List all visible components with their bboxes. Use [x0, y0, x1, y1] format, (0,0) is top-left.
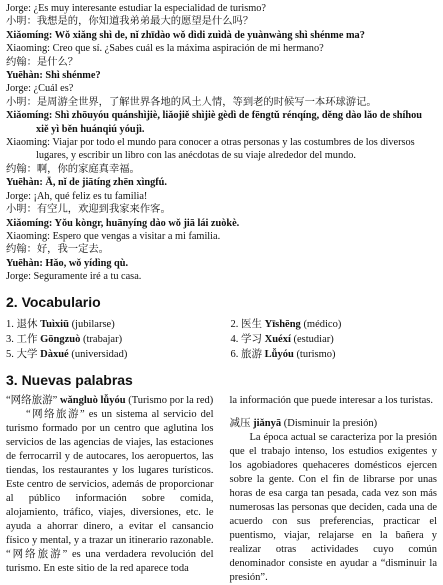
vocab-item: 3. 工作 Gōngzuò (trabajar)	[6, 333, 123, 345]
dialogue-line: Jorge: ¿Es muy interesante estudiar la especialidad de turismo?	[6, 3, 267, 14]
term-body: “网络旅游” es un sistema al servicio del turismo formado por un centro que aglutina los servicios de las agencias de viajes, las estaciones de ferrocarril y de autocares, los aeropuertos, las tiendas, los restaurantes y los lugares turísticos. Este centro de servicios, además de proporcionar al público información sobre comida, alojamiento, tráfico, viajes, diversiones, etc. le ayuda a ahorrar dinero, a evitar el cansancio físico y mental, y a trazar un itinerario razonable. “网络旅游” es una verdadera revolución del turismo. En este sitio de la red aparece toda	[6, 408, 214, 574]
term-body: La época actual se caracteriza por la presión que el trabajo intenso, los estudios exigentes y los agobiadores quehaceres domésticos ejercen sobre la gente. Con el fin de librarse por unas horas de esa carga tan pesada, cada vez son más numerosas las personas que deciden, cada una de acuerdo con sus preferencias, practicar el puentismo, viajar, relajarse en la bañera y realizar otras actividades cuyo común denominador consiste en ayudar a “disminuir la presión”.	[229, 431, 437, 583]
dialogue-line: 约翰：好，我一定去。	[6, 244, 109, 256]
left-column	[6, 394, 214, 585]
dialogue-line-pinyin: Yuēhàn: Ā, nǐ de jiātíng zhēn xìngfú.	[6, 177, 167, 189]
dialogue-line: Xiaoming: Espero que vengas a visitar a mi familia.	[6, 230, 221, 242]
dialogue-line: 约翰：啊，你的家庭真幸福。	[6, 163, 140, 175]
vocabulario-heading: 2. Vocabulario	[6, 293, 101, 310]
dialogue-line: Jorge: Seguramente iré a tu casa.	[6, 271, 142, 283]
dialogue-line-pinyin: Yuēhàn: Hǎo, wǒ yídìng qù.	[6, 257, 129, 269]
dialogue-line-pinyin: Xiǎomíng: Shì zhōuyóu quánshìjiè, liǎojiě shìjiè gèdì de fēngtǔ rénqíng, děng dào lǎo de shíhou xiě yì běn huánqiú yóujì.	[6, 110, 422, 135]
dialogue	[6, 2, 437, 284]
dialogue-line-pinyin: Xiǎomíng: Wǒ xiǎng shì de, nǐ zhīdào wǒ dìdi zuìdà de yuànwàng shì shénme ma?	[6, 29, 365, 41]
term-heading: 减压 jiǎnyā (Disminuir la presión)	[229, 417, 378, 429]
dialogue-line: 小明：我想是的，你知道我弟弟最大的愿望是什么吗？	[6, 16, 254, 28]
vocab-item: 6. 旅游 Lǚyóu (turismo)	[230, 348, 336, 360]
nuevas-palabras-columns	[6, 394, 437, 585]
dialogue-line: 小明：是周游全世界，了解世界各地的风土人情，等到老的时候写一本环球游记。	[6, 96, 377, 108]
right-column	[230, 394, 438, 585]
dialogue-line-pinyin: Yuēhàn: Shì shénme?	[6, 70, 101, 82]
vocab-item: 2. 医生 Yīshēng (médico)	[230, 318, 342, 330]
nuevas-palabras-heading: 3. Nuevas palabras	[6, 371, 133, 388]
dialogue-line: Xiaoming: Creo que sí. ¿Sabes cuál es la máxima aspiración de mi hermano?	[6, 43, 324, 55]
dialogue-line: Xiaoming: Viajar por todo el mundo para conocer a otras personas y las costumbres de los diversos lugares, y escribir un libro con las anécdotas de su viaje alrededor del mundo.	[6, 137, 415, 162]
vocab-item: 4. 学习 Xuéxí (estudiar)	[230, 333, 334, 345]
vocabulario-list	[6, 317, 437, 362]
dialogue-line: Jorge: ¡Ah, qué feliz es tu familia!	[6, 190, 148, 202]
term-heading: “网络旅游” wǎngluò lǚyóu (Turismo por la red)	[6, 394, 214, 406]
vocab-item: 5. 大学 Dàxué (universidad)	[6, 348, 128, 360]
dialogue-line: 约翰：是什么？	[6, 56, 79, 68]
dialogue-line: Jorge: ¿Cuál es?	[6, 83, 74, 95]
term-body-continued: la información que puede interesar a los turistas.	[229, 394, 434, 406]
dialogue-line-pinyin: Xiǎomíng: Yǒu kòngr, huānyíng dào wǒ jiā lái zuòkè.	[6, 217, 240, 229]
vocab-item: 1. 退休 Tuìxiū (jubilarse)	[6, 318, 115, 330]
dialogue-line: 小明：有空儿，欢迎到我家来作客。	[6, 204, 171, 216]
